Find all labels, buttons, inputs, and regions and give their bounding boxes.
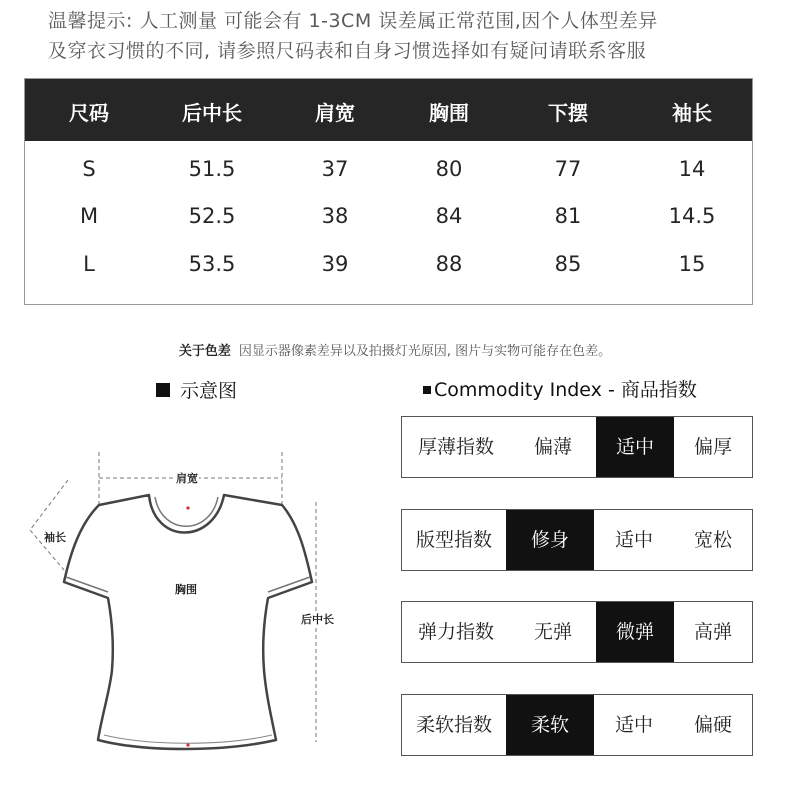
square-bullet-icon	[156, 383, 170, 397]
notice-line-2: 及穿衣习惯的不同, 请参照尺码表和自身习惯选择如有疑问请联系客服	[48, 40, 647, 62]
index-option-selected: 适中	[596, 417, 674, 477]
sleeve-cell: 14	[678, 157, 706, 181]
chest-cell: 88	[435, 252, 463, 276]
hem-cell: 81	[554, 204, 582, 228]
chest-label: 胸围	[175, 583, 197, 596]
sleeve-cell: 15	[678, 252, 706, 276]
index-option: 无弹	[533, 621, 572, 643]
index-option: 偏薄	[533, 436, 572, 458]
square-bullet-icon	[423, 386, 431, 394]
header-shoulder: 肩宽	[315, 101, 355, 125]
length-cell: 52.5	[188, 204, 236, 228]
index-row-thickness	[401, 416, 753, 478]
index-label: 柔软指数	[415, 714, 492, 736]
index-option: 偏厚	[693, 436, 732, 458]
index-label: 厚薄指数	[417, 436, 494, 458]
size-cell: S	[82, 157, 96, 181]
notice-line-1: 温馨提示: 人工测量 可能会有 1-3CM 误差属正常范围,因个人体型差异	[48, 10, 658, 32]
index-option-selected: 微弹	[596, 602, 674, 662]
color-note-label: 关于色差	[178, 344, 231, 359]
index-row-softness	[401, 694, 753, 756]
size-cell: M	[79, 204, 99, 228]
diagram-title-text: 示意图	[180, 380, 238, 402]
back-length-label: 后中长	[301, 613, 334, 626]
sleeve-cell: 14.5	[668, 204, 716, 228]
index-option: 高弹	[693, 621, 732, 643]
index-row-elasticity	[401, 601, 753, 663]
header-chest: 胸围	[429, 101, 469, 125]
color-difference-note	[0, 340, 790, 359]
index-option-selected: 修身	[506, 510, 594, 570]
shoulder-cell: 37	[321, 157, 349, 181]
header-sleeve: 袖长	[672, 101, 712, 125]
shoulder-cell: 38	[321, 204, 349, 228]
shoulder-cell: 39	[321, 252, 349, 276]
chest-cell: 80	[435, 157, 463, 181]
tshirt-diagram	[24, 450, 354, 785]
header-length: 后中长	[182, 101, 242, 125]
size-table-header	[25, 79, 752, 141]
length-cell: 51.5	[188, 157, 236, 181]
index-label: 版型指数	[415, 529, 492, 551]
color-note-text: 因显示器像素差异以及拍摄灯光原因, 图片与实物可能存在色差。	[238, 344, 612, 359]
chest-cell: 84	[435, 204, 463, 228]
size-cell: L	[83, 252, 95, 276]
size-table	[24, 78, 753, 305]
index-option-selected: 柔软	[506, 695, 594, 755]
hem-cell: 85	[554, 252, 582, 276]
tshirt-body-outline	[64, 495, 312, 749]
length-cell: 53.5	[188, 252, 236, 276]
diagram-title	[156, 376, 237, 403]
shoulder-width-label: 肩宽	[176, 472, 198, 485]
index-option: 宽松	[693, 529, 732, 551]
header-size: 尺码	[69, 101, 109, 125]
index-option: 偏硬	[693, 714, 732, 736]
index-row-fit	[401, 509, 753, 571]
commodity-index-title-text: Commodity Index - 商品指数	[434, 379, 697, 401]
hem-cell: 77	[554, 157, 582, 181]
index-option: 适中	[614, 529, 653, 551]
sleeve-length-label: 袖长	[44, 531, 66, 544]
index-option: 适中	[614, 714, 653, 736]
index-label: 弹力指数	[417, 621, 494, 643]
header-hem: 下摆	[548, 101, 588, 125]
commodity-index-title	[423, 375, 697, 402]
